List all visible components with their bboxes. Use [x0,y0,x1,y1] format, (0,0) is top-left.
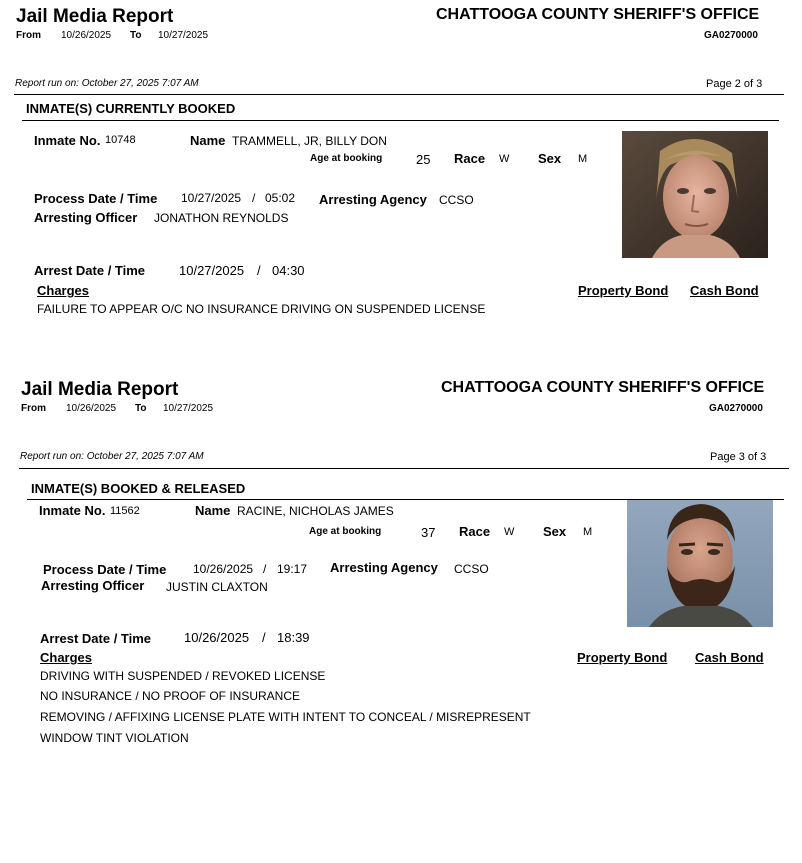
ori-code: GA0270000 [704,30,758,41]
inmate-name: TRAMMELL, JR, BILLY DON [232,134,387,148]
from-label: From [16,30,41,41]
to-date: 10/27/2025 [158,30,209,41]
divider [14,94,784,95]
arrest-slash: / [262,630,266,645]
name-label: Name [190,133,226,148]
inmate-no: 10748 [105,134,136,146]
process-label: Process Date / Time [34,191,158,206]
process-time: 19:17 [277,562,308,576]
report-title: Jail Media Report [16,6,174,27]
charge-item: NO INSURANCE / NO PROOF OF INSURANCE [40,689,301,703]
charge-item: REMOVING / AFFIXING LICENSE PLATE WITH INTENT TO CONCEAL / MISREPRESENT [40,710,531,724]
property-bond-heading: Property Bond [578,283,669,298]
age-label: Age at booking [310,153,383,164]
section-heading: INMATE(S) CURRENTLY BOOKED [26,101,236,116]
from-date: 10/26/2025 [66,403,117,414]
report-title: Jail Media Report [21,379,179,400]
arrest-label: Arrest Date / Time [34,263,146,278]
inmate-no-label: Inmate No. [39,503,106,518]
inmate-no: 11562 [110,505,140,517]
charge-item: DRIVING WITH SUSPENDED / REVOKED LICENSE [40,669,326,683]
property-bond-heading: Property Bond [577,650,668,665]
arresting-agency: CCSO [439,193,474,207]
cash-bond-heading: Cash Bond [690,283,759,298]
arrest-slash: / [257,263,261,278]
arresting-agency: CCSO [454,562,489,576]
arrest-time: 04:30 [272,263,305,278]
arrest-label: Arrest Date / Time [40,631,152,646]
process-date: 10/26/2025 [193,562,254,576]
cash-bond-heading: Cash Bond [695,650,764,665]
race-value: W [504,526,515,538]
arresting-officer: JUSTIN CLAXTON [166,580,268,594]
report-run-on: Report run on: October 27, 2025 7:07 AM [15,78,199,89]
inmate-photo [622,131,768,258]
report-run-on: Report run on: October 27, 2025 7:07 AM [20,451,204,462]
to-label: To [135,403,147,414]
process-slash: / [252,191,256,205]
page-number: Page 3 of 3 [710,451,767,463]
charge-item: WINDOW TINT VIOLATION [40,731,189,745]
race-label: Race [454,151,486,166]
process-date: 10/27/2025 [181,191,242,205]
race-value: W [499,153,510,165]
agency-name: CHATTOOGA COUNTY SHERIFF'S OFFICE [441,379,765,396]
sex-value: M [578,153,588,165]
age-value: 37 [421,525,436,540]
process-time: 05:02 [265,191,296,205]
agency-name: CHATTOOGA COUNTY SHERIFF'S OFFICE [436,6,760,23]
arrest-date: 10/27/2025 [179,263,245,278]
charges-heading: Charges [37,283,90,298]
name-label: Name [195,503,231,518]
officer-label: Arresting Officer [41,578,145,593]
sex-label: Sex [543,524,567,539]
race-label: Race [459,524,491,539]
age-label: Age at booking [309,526,382,537]
officer-label: Arresting Officer [34,210,138,225]
to-label: To [130,30,142,41]
inmate-no-label: Inmate No. [34,133,101,148]
section-heading: INMATE(S) BOOKED & RELEASED [31,481,246,496]
inmate-name: RACINE, NICHOLAS JAMES [237,504,394,518]
arresting-agency-label: Arresting Agency [330,560,438,575]
inmate-photo [627,500,773,627]
charge-item: FAILURE TO APPEAR O/C NO INSURANCE DRIVING ON SUSPENDED LICENSE [37,302,486,316]
arresting-officer: JONATHON REYNOLDS [154,211,289,225]
divider [19,468,789,469]
age-value: 25 [416,152,431,167]
to-date: 10/27/2025 [163,403,214,414]
process-label: Process Date / Time [43,562,167,577]
sex-value: M [583,526,593,538]
process-slash: / [263,562,267,576]
charges-heading: Charges [40,650,93,665]
ori-code: GA0270000 [709,403,763,414]
arrest-time: 18:39 [277,630,310,645]
sex-label: Sex [538,151,562,166]
arresting-agency-label: Arresting Agency [319,192,427,207]
page-number: Page 2 of 3 [706,78,763,90]
from-date: 10/26/2025 [61,30,112,41]
divider [22,120,779,121]
from-label: From [21,403,46,414]
arrest-date: 10/26/2025 [184,630,250,645]
